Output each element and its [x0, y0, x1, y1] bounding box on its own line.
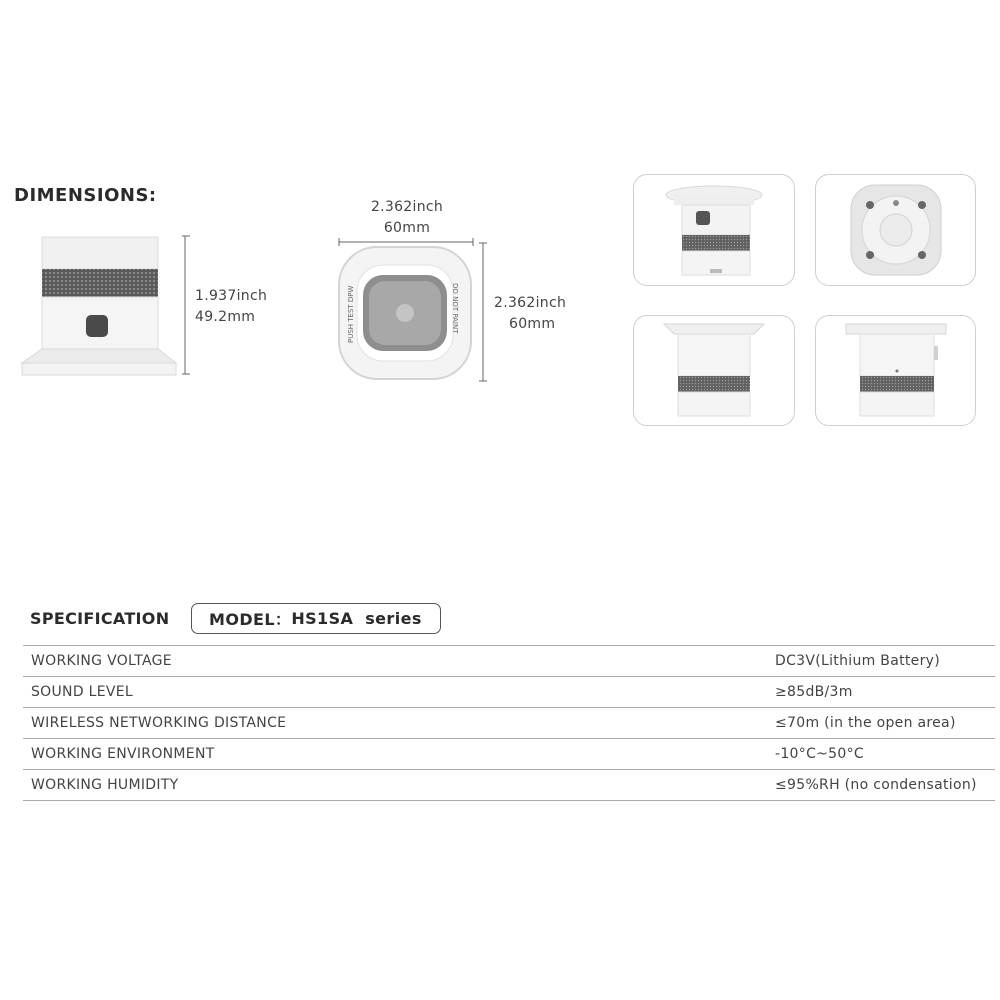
model-value: HS1SA series [291, 609, 422, 628]
spec-label: WORKING ENVIRONMENT [31, 746, 215, 762]
spec-row-working-humidity [23, 770, 995, 801]
dimensions-title: DIMENSIONS: [14, 185, 157, 206]
device-text-left: PUSH TEST DPW [347, 285, 355, 343]
spec-value: ≤70m (in the open area) [775, 715, 956, 731]
depth-inch: 2.362inch [494, 295, 567, 311]
model-box [191, 603, 441, 634]
spec-table [23, 645, 995, 801]
detector-side-view [20, 235, 180, 380]
spec-value: ≥85dB/3m [775, 684, 853, 700]
thumbnail-side-view [815, 315, 976, 426]
device-text-top: DO NOT PAINT [451, 283, 459, 334]
height-mm: 49.2mm [195, 309, 256, 325]
spec-value: DC3V(Lithium Battery) [775, 653, 940, 669]
height-inch: 1.937inch [195, 288, 268, 304]
spec-value: ≤95%RH (no condensation) [775, 777, 977, 793]
width-dimension-line [338, 232, 474, 242]
depth-mm: 60mm [509, 316, 556, 332]
thumbnail-angled-view [633, 174, 795, 286]
height-dimension-line [182, 235, 192, 375]
spec-value: -10°C~50°C [775, 746, 864, 762]
spec-row-working-environment [23, 739, 995, 770]
spec-label: WORKING VOLTAGE [31, 653, 172, 669]
spec-row-sound-level [23, 677, 995, 708]
depth-dimension-line [478, 242, 488, 382]
width-mm: 60mm [383, 220, 431, 236]
specification-title: SPECIFICATION [30, 609, 170, 628]
width-inch: 2.362inch [370, 199, 444, 215]
spec-row-wireless-distance [23, 708, 995, 739]
model-label: MODEL： [209, 610, 292, 629]
detector-top-view [335, 243, 475, 383]
spec-label: SOUND LEVEL [31, 684, 134, 700]
spec-row-working-voltage [23, 646, 995, 677]
spec-label: WORKING HUMIDITY [31, 777, 179, 793]
thumbnail-bottom-view [815, 174, 976, 286]
thumbnail-front-view [633, 315, 795, 426]
spec-label: WIRELESS NETWORKING DISTANCE [31, 715, 287, 731]
